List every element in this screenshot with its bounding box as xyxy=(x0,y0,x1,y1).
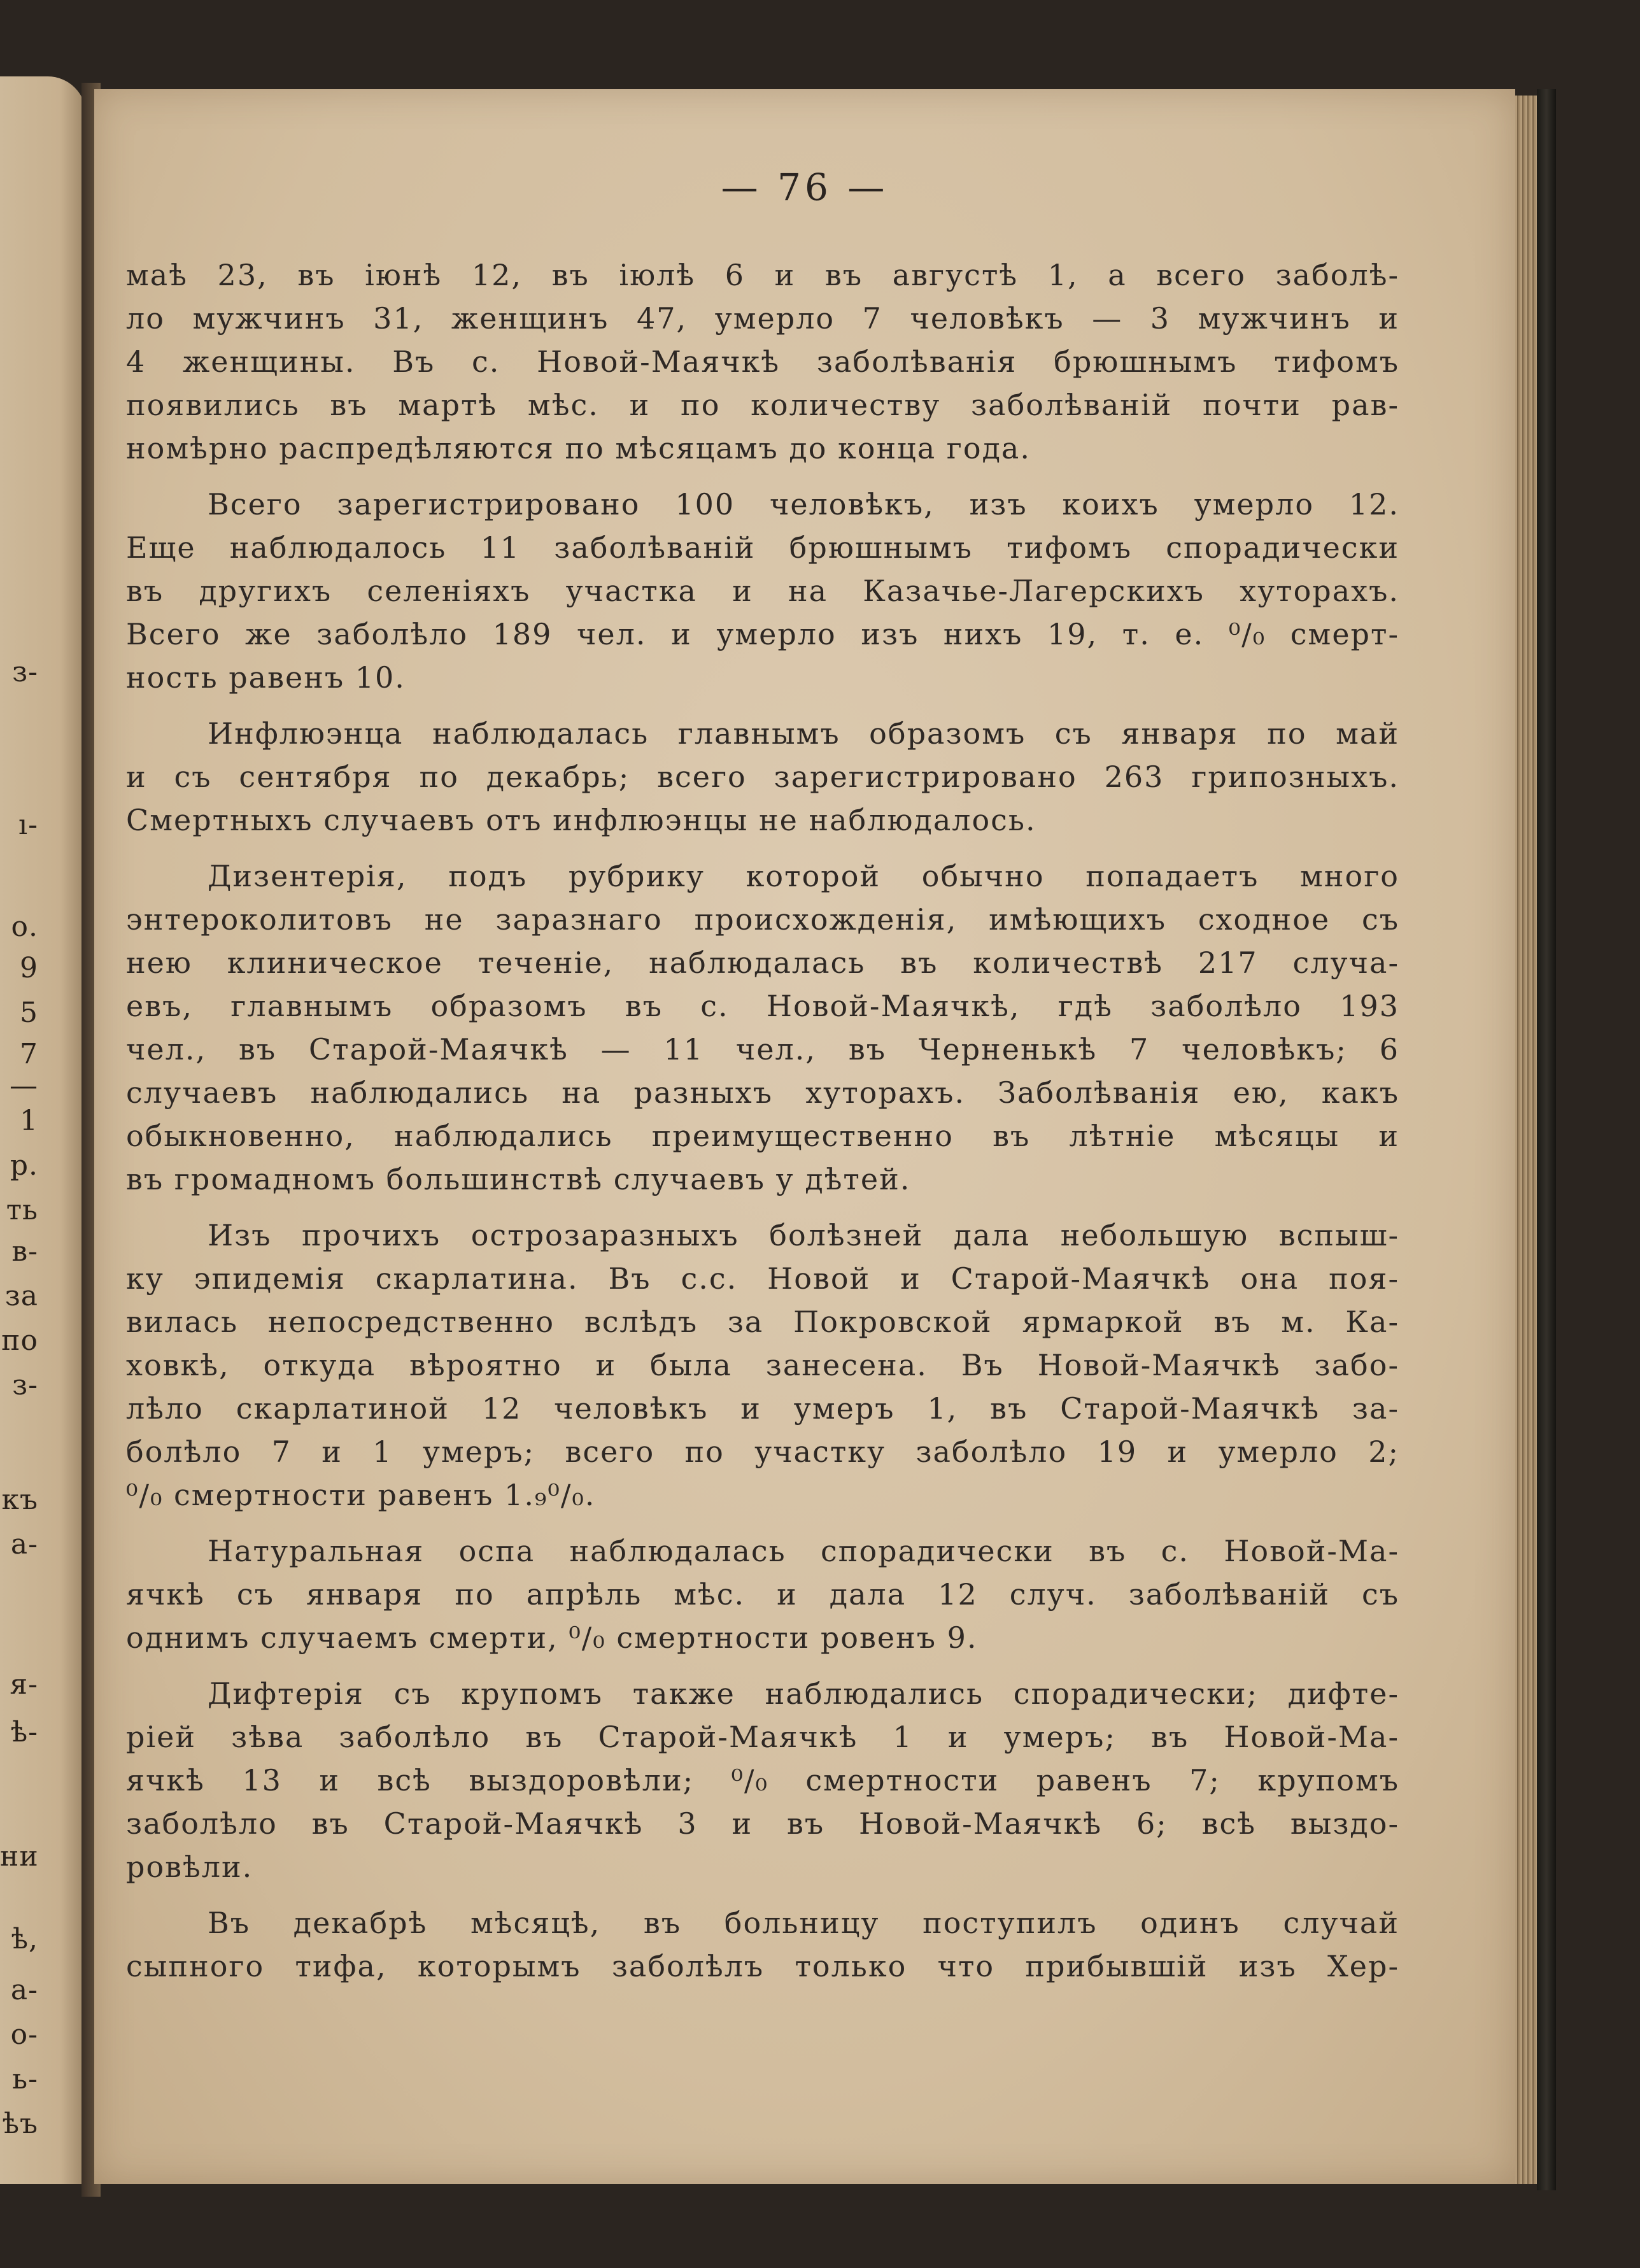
text-line: случаевъ наблюдались на разныхъ хуторахъ. Заболѣванія ею, какъ xyxy=(126,1075,1399,1110)
left-fragment: ı- xyxy=(18,809,38,841)
left-fragment: по xyxy=(1,1324,38,1357)
left-fragment: р. xyxy=(10,1149,38,1182)
text-line: появились въ мартѣ мѣс. и по количеству заболѣваній почти рав- xyxy=(126,388,1399,422)
book-cover-edge xyxy=(1537,89,1556,2190)
text-line: маѣ 23, въ іюнѣ 12, въ іюлѣ 6 и въ августѣ 1, а всего заболѣ- xyxy=(126,258,1399,292)
text-line: ховкѣ, откуда вѣроятно и была занесена. Въ Новой-Маячкѣ забо- xyxy=(126,1348,1399,1382)
text-line: Смертныхъ случаевъ отъ инфлюэнцы не наблюдалось. xyxy=(126,803,1036,837)
left-fragment: ть xyxy=(6,1194,38,1226)
text-line: 4 женщины. Въ с. Новой-Маячкѣ заболѣванія брюшнымъ тифомъ xyxy=(126,344,1399,379)
text-line: номѣрно распредѣляются по мѣсяцамъ до конца года. xyxy=(126,431,1031,465)
text-line: нею клиническое теченіе, наблюдалась въ количествѣ 217 случа- xyxy=(126,946,1399,980)
document-page xyxy=(94,89,1515,2184)
left-fragment: 1 xyxy=(20,1105,38,1137)
text-line: ку эпидемія скарлатина. Въ с.с. Новой и Старой-Маячкѣ она поя- xyxy=(126,1261,1399,1296)
left-fragment: 9 xyxy=(20,952,38,984)
left-fragment: ѣъ xyxy=(2,2108,38,2140)
left-fragment: 5 xyxy=(20,996,38,1029)
left-fragment: ѣ, xyxy=(11,1923,38,1955)
left-fragment: о- xyxy=(10,2018,38,2051)
text-line: ровѣли. xyxy=(126,1850,253,1884)
left-fragment: за xyxy=(4,1280,38,1312)
left-fragment: в- xyxy=(11,1235,38,1268)
text-line: ⁰/₀ смертности равенъ 1.₉⁰/₀. xyxy=(126,1478,596,1512)
paragraph-start: Дизентерія, подъ рубрику которой обычно попадаетъ много xyxy=(208,859,1399,893)
paragraph-start: Изъ прочихъ острозаразныхъ болѣзней дала небольшую вспыш- xyxy=(208,1218,1399,1252)
left-fragment: о. xyxy=(11,911,38,943)
text-line: заболѣло въ Старой-Маячкѣ 3 и въ Новой-Маячкѣ 6; всѣ выздо- xyxy=(126,1806,1399,1841)
text-line: сыпного тифа, которымъ заболѣлъ только что прибывшій изъ Хер- xyxy=(126,1949,1399,1983)
text-line: ло мужчинъ 31, женщинъ 47, умерло 7 человѣкъ — 3 мужчинъ и xyxy=(126,301,1399,336)
text-line: Еще наблюдалось 11 заболѣваній брюшнымъ тифомъ спорадически xyxy=(126,530,1399,565)
text-line: въ другихъ селеніяхъ участка и на Казачье-Лагерскихъ хуторахъ. xyxy=(126,574,1399,608)
paragraph-start: Натуральная оспа наблюдалась спорадически въ с. Новой-Ма- xyxy=(208,1534,1399,1568)
text-line: евъ, главнымъ образомъ въ с. Новой-Маячкѣ, гдѣ заболѣло 193 xyxy=(126,989,1399,1023)
paragraph-start: Инфлюэнца наблюдалась главнымъ образомъ съ января по май xyxy=(208,716,1399,751)
text-line: ность равенъ 10. xyxy=(126,660,406,695)
text-line: ріей зѣва заболѣло въ Старой-Маячкѣ 1 и умеръ; въ Новой-Ма- xyxy=(126,1720,1399,1754)
text-line: ячкѣ съ января по апрѣль мѣс. и дала 12 случ. заболѣваній съ xyxy=(126,1577,1399,1612)
left-fragment: ѣ- xyxy=(10,1716,38,1748)
text-line: ячкѣ 13 и всѣ выздоровѣли; ⁰/₀ смертности равенъ 7; крупомъ xyxy=(126,1763,1399,1797)
text-line: чел., въ Старой-Маячкѣ — 11 чел., въ Черненькѣ 7 человѣкъ; 6 xyxy=(126,1032,1399,1067)
text-line: лѣло скарлатиной 12 человѣкъ и умеръ 1, въ Старой-Маячкѣ за- xyxy=(126,1391,1399,1426)
left-fragment: 7 xyxy=(20,1038,38,1070)
left-fragment: з- xyxy=(12,1369,38,1401)
left-fragment: а- xyxy=(10,1974,38,2006)
left-fragment: ь- xyxy=(12,2063,38,2095)
left-fragment: а- xyxy=(10,1528,38,1561)
left-fragment: къ xyxy=(1,1484,38,1516)
text-line: въ громадномъ большинствѣ случаевъ у дѣтей. xyxy=(126,1162,911,1196)
left-page-edge xyxy=(0,76,86,2184)
text-line: болѣло 7 и 1 умеръ; всего по участку заболѣло 19 и умерло 2; xyxy=(126,1435,1399,1469)
text-line: обыкновенно, наблюдались преимущественно въ лѣтніе мѣсяцы и xyxy=(126,1119,1399,1153)
paragraph-start: Всего зарегистрировано 100 человѣкъ, изъ коихъ умерло 12. xyxy=(208,487,1399,521)
page-edge-stack xyxy=(1515,96,1537,2184)
left-fragment: ни xyxy=(0,1840,39,1873)
page-number: — 76 — xyxy=(721,166,889,209)
paragraph-start: Дифтерія съ крупомъ также наблюдались спорадически; дифте- xyxy=(208,1676,1399,1711)
text-line: однимъ случаемъ смерти, ⁰/₀ смертности ровенъ 9. xyxy=(126,1620,978,1655)
text-line: вилась непосредственно вслѣдъ за Покровской ярмаркой въ м. Ка- xyxy=(126,1305,1399,1339)
text-line: энтероколитовъ не заразнаго происхожденія, имѣющихъ сходное съ xyxy=(126,902,1399,937)
left-fragment: я- xyxy=(10,1668,38,1701)
paragraph-start: Въ декабрѣ мѣсяцѣ, въ больницу поступилъ одинъ случай xyxy=(208,1906,1399,1940)
text-line: и съ сентября по декабрь; всего зарегистрировано 263 грипозныхъ. xyxy=(126,760,1399,794)
text-line: Всего же заболѣло 189 чел. и умерло изъ нихъ 19, т. е. ⁰/₀ смерт- xyxy=(126,617,1399,651)
left-fragment: — xyxy=(10,1070,38,1102)
left-fragment: з- xyxy=(12,656,38,688)
